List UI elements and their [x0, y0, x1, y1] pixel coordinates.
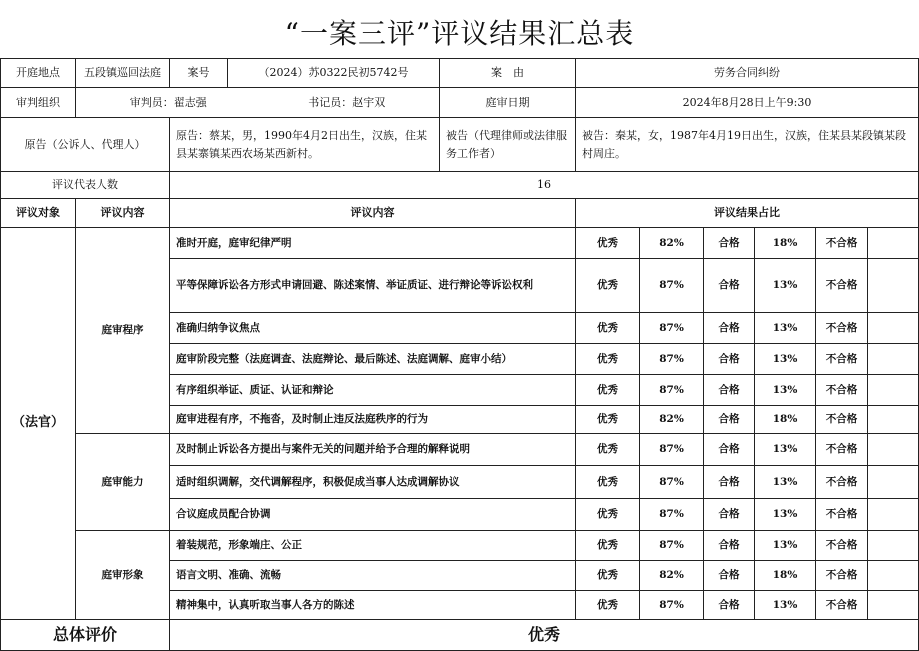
- judge-text: 审判员：翟志强: [129, 95, 207, 109]
- pass-label: 合格: [703, 258, 755, 313]
- row-content: 精神集中，认真听取当事人各方的陈述: [169, 590, 576, 620]
- excellent-label: 优秀: [575, 433, 640, 466]
- fail-pct: [867, 498, 919, 531]
- excellent-pct: 82%: [639, 227, 704, 259]
- fail-label: 不合格: [815, 433, 868, 466]
- excellent-label: 优秀: [575, 258, 640, 313]
- excellent-pct: 87%: [639, 498, 704, 531]
- row-content: 合议庭成员配合协调: [169, 498, 576, 531]
- row-content: 准时开庭，庭审纪律严明: [169, 227, 576, 259]
- fail-pct: [867, 590, 919, 620]
- pass-label: 合格: [703, 405, 755, 434]
- cause-value: 劳务合同纠纷: [575, 58, 919, 88]
- fail-label: 不合格: [815, 227, 868, 259]
- fail-label: 不合格: [815, 465, 868, 499]
- pass-label: 合格: [703, 374, 755, 406]
- trial-org-value: [75, 87, 440, 118]
- page-title: “一案三评”评议结果汇总表: [284, 17, 635, 50]
- row-content: 庭审进程有序，不拖沓，及时制止违反法庭秩序的行为: [169, 405, 576, 434]
- excellent-label: 优秀: [575, 405, 640, 434]
- excellent-label: 优秀: [575, 530, 640, 561]
- pass-pct: 13%: [754, 498, 816, 531]
- excellent-pct: 82%: [639, 560, 704, 591]
- case-no-label: 案号: [169, 58, 228, 88]
- defendant-label: 被告（代理律师或法律服务工作者）: [439, 117, 576, 172]
- plaintiff-value: 原告：蔡某，男，1990年4月2日出生，汉族，住某县某寨镇某西农场某西新村。: [169, 117, 440, 172]
- pass-pct: 13%: [754, 343, 816, 375]
- row-content: 适时组织调解，交代调解程序，积极促成当事人达成调解协议: [169, 465, 576, 499]
- excellent-pct: 82%: [639, 405, 704, 434]
- fail-pct: [867, 374, 919, 406]
- clerk-text: 书记员：赵宇双: [308, 95, 386, 109]
- excellent-pct: 87%: [639, 343, 704, 375]
- fail-pct: [867, 433, 919, 466]
- row-content: 及时制止诉讼各方提出与案件无关的问题并给予合理的解释说明: [169, 433, 576, 466]
- pass-label: 合格: [703, 560, 755, 591]
- fail-pct: [867, 343, 919, 375]
- cause-label: 案 由: [439, 58, 576, 88]
- category-procedure: 庭审程序: [75, 227, 170, 434]
- plaintiff-label: 原告（公诉人、代理人）: [0, 117, 170, 172]
- fail-label: 不合格: [815, 590, 868, 620]
- excellent-pct: 87%: [639, 312, 704, 344]
- court-location-label: 开庭地点: [0, 58, 76, 88]
- fail-label: 不合格: [815, 374, 868, 406]
- pass-label: 合格: [703, 530, 755, 561]
- row-content: 准确归纳争议焦点: [169, 312, 576, 344]
- trial-date-label: 庭审日期: [439, 87, 576, 118]
- pass-label: 合格: [703, 465, 755, 499]
- fail-pct: [867, 258, 919, 313]
- excellent-pct: 87%: [639, 590, 704, 620]
- pass-label: 合格: [703, 590, 755, 620]
- header-content: 评议内容: [169, 198, 576, 228]
- pass-pct: 18%: [754, 227, 816, 259]
- summary-value: 优秀: [169, 619, 919, 651]
- header-ratio: 评议结果占比: [575, 198, 919, 228]
- row-content: 着装规范，形象端庄、公正: [169, 530, 576, 561]
- pass-pct: 13%: [754, 312, 816, 344]
- pass-pct: 13%: [754, 433, 816, 466]
- case-no-value: （2024）苏0322民初5742号: [227, 58, 440, 88]
- trial-date-value: 2024年8月28日上午9:30: [575, 87, 919, 118]
- pass-label: 合格: [703, 433, 755, 466]
- header-category: 评议内容: [75, 198, 170, 228]
- fail-label: 不合格: [815, 560, 868, 591]
- fail-pct: [867, 530, 919, 561]
- excellent-pct: 87%: [639, 433, 704, 466]
- pass-pct: 13%: [754, 465, 816, 499]
- pass-label: 合格: [703, 312, 755, 344]
- summary-label: 总体评价: [0, 619, 170, 651]
- excellent-label: 优秀: [575, 498, 640, 531]
- category-ability: 庭审能力: [75, 433, 170, 531]
- excellent-pct: 87%: [639, 530, 704, 561]
- excellent-label: 优秀: [575, 590, 640, 620]
- excellent-pct: 87%: [639, 258, 704, 313]
- pass-pct: 13%: [754, 590, 816, 620]
- rep-count-value: 16: [169, 171, 919, 199]
- evaluation-object: （法官）: [0, 227, 76, 620]
- excellent-label: 优秀: [575, 560, 640, 591]
- defendant-value: 被告：秦某，女，1987年4月19日出生，汉族，住某县某段镇某段村周庄。: [575, 117, 919, 172]
- fail-pct: [867, 227, 919, 259]
- fail-pct: [867, 312, 919, 344]
- fail-pct: [867, 560, 919, 591]
- trial-org-label: 审判组织: [0, 87, 76, 118]
- pass-pct: 18%: [754, 405, 816, 434]
- court-location-value: 五段镇巡回法庭: [75, 58, 170, 88]
- pass-pct: 13%: [754, 258, 816, 313]
- rep-count-label: 评议代表人数: [0, 171, 170, 199]
- pass-pct: 13%: [754, 530, 816, 561]
- pass-pct: 13%: [754, 374, 816, 406]
- excellent-label: 优秀: [575, 312, 640, 344]
- fail-pct: [867, 405, 919, 434]
- fail-label: 不合格: [815, 312, 868, 344]
- excellent-label: 优秀: [575, 465, 640, 499]
- row-content: 平等保障诉讼各方形式申请回避、陈述案情、举证质证、进行辩论等诉讼权利: [169, 258, 576, 313]
- fail-label: 不合格: [815, 343, 868, 375]
- row-content: 庭审阶段完整（法庭调查、法庭辩论、最后陈述、法庭调解、庭审小结）: [169, 343, 576, 375]
- excellent-label: 优秀: [575, 227, 640, 259]
- category-image: 庭审形象: [75, 530, 170, 620]
- row-content: 语言文明、准确、流畅: [169, 560, 576, 591]
- row-content: 有序组织举证、质证、认证和辩论: [169, 374, 576, 406]
- fail-label: 不合格: [815, 530, 868, 561]
- fail-label: 不合格: [815, 258, 868, 313]
- fail-pct: [867, 465, 919, 499]
- pass-label: 合格: [703, 498, 755, 531]
- header-object: 评议对象: [0, 198, 76, 228]
- pass-label: 合格: [703, 343, 755, 375]
- pass-label: 合格: [703, 227, 755, 259]
- excellent-pct: 87%: [639, 374, 704, 406]
- excellent-label: 优秀: [575, 374, 640, 406]
- fail-label: 不合格: [815, 498, 868, 531]
- excellent-pct: 87%: [639, 465, 704, 499]
- pass-pct: 18%: [754, 560, 816, 591]
- excellent-label: 优秀: [575, 343, 640, 375]
- fail-label: 不合格: [815, 405, 868, 434]
